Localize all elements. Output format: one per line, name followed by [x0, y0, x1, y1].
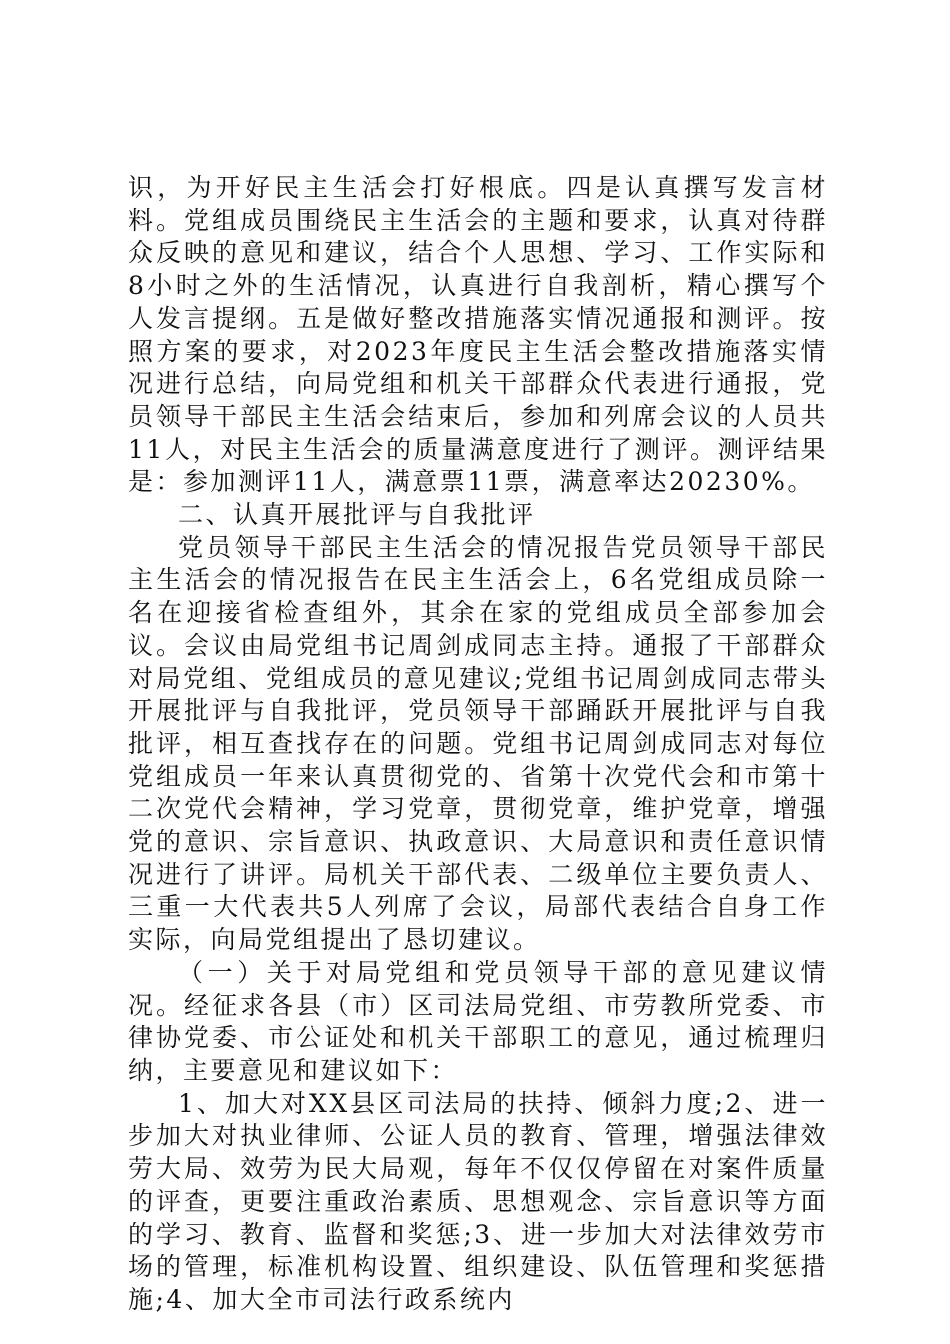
paragraph-meeting-report: 党员领导干部民主生活会的情况报告党员领导干部民主生活会的情况报告在民主生活会上，6名党组成员除一名在迎接省检查组外，其余在家的党组成员全部参加会议。会议由局党组书记周剑成同志主持。通报了干部群众对局党组、党组成员的意见建议;党组书记周剑成同志带头开展批评与自我批评，党员领导干部踊跃开展批评与自我批评，相互查找存在的问题。党组书记周剑成同志对每位党组成员一年来认真贯彻党的、省第十次党代会和市第十二次党代会精神，学习党章，贯彻党章，维护党章，增强党的意识、宗旨意识、执政意识、大局意识和责任意识情况进行了讲评。局机关干部代表、二级单位主要负责人、三重一大代表共5人列席了会议，局部代表结合自身工作实际，向局党组提出了恳切建议。 [128, 532, 828, 955]
paragraph-opinions-intro: （一）关于对局党组和党员领导干部的意见建议情况。经征求各县（市）区司法局党组、市劳教所党委、市律协党委、市公证处和机关干部职工的意见，通过梳理归纳，主要意见和建议如下： [128, 957, 828, 1085]
document-body [128, 172, 828, 1317]
paragraph-continuation: 识，为开好民主生活会打好根底。四是认真撰写发言材料。党组成员围绕民主生活会的主题和要求，认真对待群众反映的意见和建议，结合个人思想、学习、工作实际和8小时之外的生活情况，认真进行自我剖析，精心撰写个人发言提纲。五是做好整改措施落实情况通报和测评。按照方案的要求，对2023年度民主生活会整改措施落实情况进行总结，向局党组和机关干部群众代表进行通报，党员领导干部民主生活会结束后，参加和列席会议的人员共11人，对民主生活会的质量满意度进行了测评。测评结果是：参加测评11人，满意票11票，满意率达20230%。 [128, 173, 828, 497]
paragraph-opinions-list: 1、加大对XX县区司法局的扶持、倾斜力度;2、进一步加大对执业律师、公证人员的教育、管理，增强法律效劳大局、效劳为民大局观，每年不仅仅停留在对案件质量的评查，更要注重政治素质、思想观念、宗旨意识等方面的学习、教育、监督和奖惩;3、进一步加大对法律效劳市场的管理，标准机构设置、组织建设、队伍管理和奖惩措施;4、加大全市司法行政系统内 [128, 1088, 828, 1314]
section-heading: 二、认真开展批评与自我批评 [178, 500, 536, 530]
